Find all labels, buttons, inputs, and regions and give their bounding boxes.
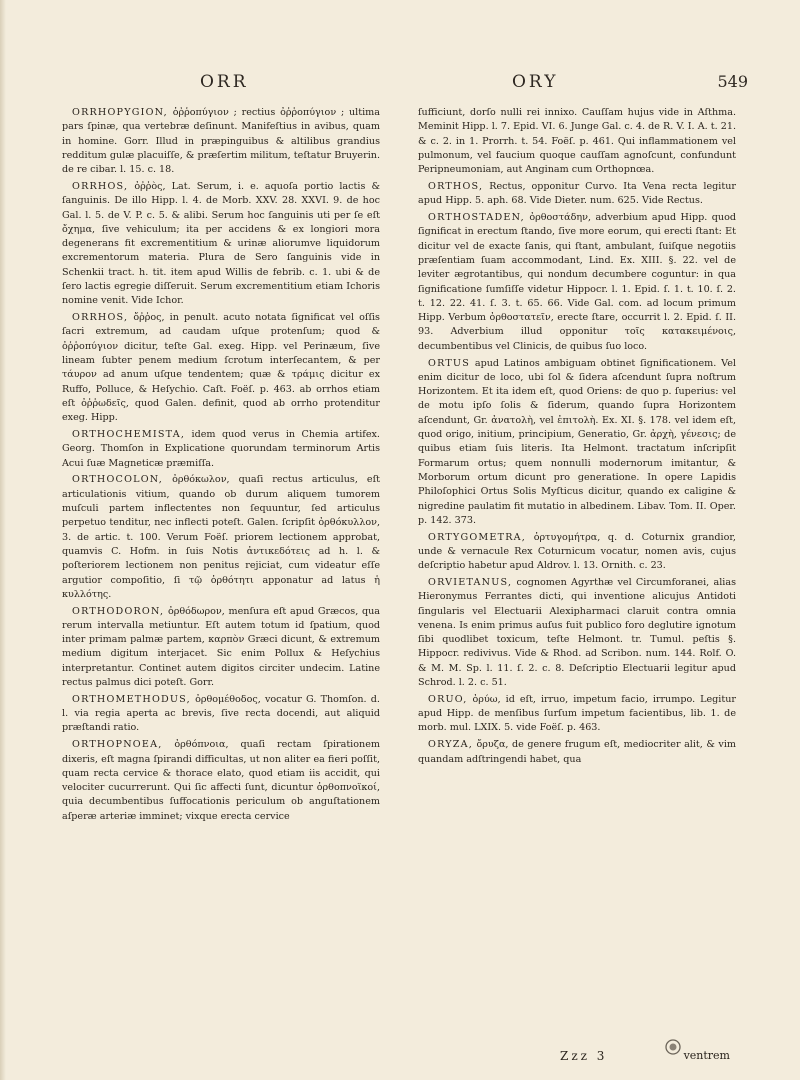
entry-headword: ORTHOMETHODUS,	[72, 693, 191, 705]
entry-headword: ORTHOS,	[428, 180, 484, 192]
entry	[62, 428, 380, 471]
entry-text: ὀρθοστάδην, adverbium apud Hipp. quod ſignificat in erectum ſtando, ſive more eorum, qui erecti ſtant: Et dicitur vel de exacte ſanis, qui ſtant, ambulant, ſuiſque negotiis præſentiam ſuam accommodant, Lind. Ex. XIII. §. 22. vel de leviter ægrotantibus, qui nondum decumbere coguntur: in qua ſignificatione ſumſiſſe videtur Hippocr. l. 1. Epid. ſ. 1. t. 10. ſ. 2. t. 12. 22. 41. ſ. 3. t. 65. 66. Vide Gal. com. ad locum primum Hipp. Verbum ὀρθοστατεῖν, erecte ſtare, occurrit l. 2. Epid. ſ. II. 93. Adverbium illud opponitur τοῖς κατακειμένοις, decumbentibus vel Clinicis, de quibus ſuo loco.	[418, 212, 736, 352]
entry-headword: ORYZA,	[428, 739, 473, 751]
entry	[62, 473, 380, 602]
entry-text: ὀῤῥὸς, Lat. Serum, i. e. aquoſa portio lactis & ſanguinis. De illo Hipp. l. 4. de Morb. XXV. 28. XXVI. 9. de hoc Gal. l. 5. de V. P. c. 5. & alibi. Serum hoc ſanguinis uti per ſe eſt ὄχημα, ſive vehiculum; ita per accidens & ex longiori mora degenerans fit excrementitium & urinæ aliorumve liquidorum excrementorum materia. Plura de Sero ſanguinis vide in Schenkii tract. h. tit. item apud Willis de febrib. c. 1. ubi & de ſero lactis egregie diſſeruit. Serum excrementitium etiam Ichoris nomine venit. Vide Ichor.	[62, 180, 380, 307]
entry-text: ſufficiunt, dorſo nulli rei innixo. Cauſſam hujus vide in Aſthma. Meminit Hipp. l. 7. Epid. VI. 6. Junge Gal. c. 4. de R. V. I. A. t. 21. & c. 2. in 1. Prorrh. t. 54. Foëſ. p. 461. Qui inflammationem vel pulmonum, vel faucium quoque cauſſam agnoſcunt, confundunt Peripneumoniam, aut Anginam cum Orthopnœa.	[418, 107, 736, 176]
entry-text: ὀρθόπνοια, quaſi rectam ſpirationem dixeris, eſt magna ſpirandi difficultas, ut non aliter ea fieri poſſit, quam recta cervice & thorace elato, quod etiam iis accidit, qui velociter cucurrerunt. Qui ſic affecti ſunt, dicuntur ὀρθοπνοϊκοί, quia decumbentibus ſuffocationis periculum ob anguſtationem aſperæ arteriæ imminet; vixque erecta cervice	[62, 739, 380, 822]
left-column	[62, 106, 380, 827]
entry	[62, 106, 380, 177]
entry-text: apud Latinos ambiguam obtinet ſignificationem. Vel enim dicitur de loco, ubi ſol & ſidera aſcendunt ſupra noſtrum Horizontem. Et ita idem eſt, quod Oriens: de quo p. ſuperius: vel de motu ipſo ſolis & ſiderum, quando ſupra Horizontem aſcendunt, Gr. ἀνατολὴ, vel ἐπιτολὴ. Ex. XI. §. 178. vel idem eſt, quod origo, initium, principium, Generatio, Gr. ἀρχὴ, γένεσις; de quibus etiam ſuis literis. Ita Helmont. tractatum inſcripſit Formarum ortus; quem nonnulli modernorum imitantur, & Morborum ortum dicunt pro generatione. In opere Lapidis Philoſophici Ortus Solis Myſticus dicitur, quando ex caligine & nigredine paulatim fit mutatio in albedinem. Libav. Tom. II. Oper. p. 142. 373.	[418, 357, 736, 526]
entry-text: ὀρθόκωλον, quaſi rectus articulus, eſt articulationis vitium, quando ob durum aliquem tumorem muſculi partem inflectentes non ſequuntur, ſed articulus perpetuo tenditur, nec inflecti poteſt. Galen. ſcripſit ὀρθόκυλλον, 3. de artic. t. 100. Verum Foëſ. priorem lectionem approbat, quamvis C. Hofm. in ſuis Notis ἀντικεδότεις ad h. l. & poſteriorem lectionem non penitus rejiciat, cum videatur eſſe argutior compoſitio, ſi τῷ ὀρθότητι apponatur ad latus ἡ κυλλότης.	[62, 474, 380, 600]
entry-text: cognomen Agyrthæ vel Circumforanei, alias Hieronymus Ferrantes dicti, qui inventione alicujus Antidoti ſingularis vel Electuarii Alexipharmaci claruit contra omnia venena. Is enim primus auſus fuit publico foro deglutire ignotum ſibi quodlibet toxicum, teſte Helmont. tr. Tumul. peſtis §. Hippocr. redivivus. Vide & Rhod. ad Scribon. num. 144. Rolf. O. & M. M. Sp. l. 11. ſ. 2. c. 8. Deſcriptio Electuarii legitur apud Schrod. l. 2. c. 51.	[418, 577, 736, 689]
entry-text: Rectus, opponitur Curvo. Ita Vena recta legitur apud Hipp. 5. aph. 68. Vide Dieter. num. 625. Vide Rectus.	[418, 180, 736, 207]
library-stamp-icon	[664, 1038, 682, 1056]
entry-headword: ORTHOPNOEA,	[72, 739, 163, 751]
entry-headword: ORRHOS,	[72, 180, 129, 192]
entry	[418, 180, 736, 209]
entry	[62, 738, 380, 824]
entry-headword: ORTHOCHEMISTA,	[72, 429, 186, 441]
entry-headword: ORUO,	[428, 693, 468, 705]
entry-headword: ORTHOSTADEN,	[428, 212, 525, 224]
entry-headword: ORTUS	[428, 357, 470, 369]
entry	[62, 311, 380, 425]
entry-headword: ORVIETANUS,	[428, 577, 513, 588]
running-head	[0, 72, 800, 96]
entry-text: ὄρυζα, de genere frugum eſt, mediocriter alit, & vim quandam adſtringendi habet, qua	[418, 739, 736, 765]
entry	[62, 605, 380, 691]
entry	[62, 693, 380, 736]
entry-text: ὀρθόδωρον, menſura eſt apud Græcos, qua rerum intervalla metiuntur. Eſt autem totum id ſpatium, quod inter primam palmæ partem, καρπὸν Græci dicunt, & extremum medium digitum interjacet. Sic enim Pollux & Heſychius interpretantur. Continet autem digitos circiter undecim. Latine rectus palmus dici poteſt. Gorr.	[62, 605, 380, 689]
entry-text: idem quod verus in Chemia artifex. Georg. Thomſon in Explicatione quorundam terminorum Artis Acui ſuæ Magneticæ præmiſſa.	[62, 429, 380, 469]
page-gutter-shadow	[0, 0, 6, 1080]
entry-headword: ORTHODORON,	[72, 605, 165, 617]
entry	[418, 576, 736, 690]
entry-headword: ORTYGOMETRA,	[428, 531, 527, 543]
entry-text: ὄῤῥος, in penult. acuto notata ſignificat vel oſſis ſacri extremum, ad caudam uſque protenſum; quod & ὀῤῥοπύγιον dicitur, teſte Gal. exeg. Hipp. vel Perinæum, ſive lineam ſubter penem medium ſcrotum interſecantem, & per τάυρον ad anum uſque tendentem; quæ & τράμις dicitur ex Ruffo, Polluce, & Heſychio. Caſt. Foëſ. p. 463. ab orrhos etiam eſt ὀῤῥωδεῖς, quod Galen. definit, quod ab orrho protenditur exeg. Hipp.	[62, 312, 380, 424]
right-column	[418, 106, 736, 769]
entry-text: ὀρθομέθοδος, vocatur G. Thomſon. d. l. via regia aperta ac brevis, ſive recta docendi, aut aliquid præſtandi ratio.	[62, 693, 380, 734]
catchword: ventrem	[683, 1049, 730, 1062]
entry-headword: ORRHOPYGION,	[72, 107, 168, 118]
entry-text: ὀρτυγομήτρα, q. d. Coturnix grandior, unde & vernacule Rex Coturnicum vocatur, nomen avis, cujus deſcriptio habetur apud Aldrov. l. 13. Ornith. c. 23.	[418, 531, 736, 572]
entry	[418, 211, 736, 354]
signature-mark: Zzz 3	[560, 1049, 608, 1063]
entry-text: ὀρύω, id eſt, irruo, impetum facio, irrumpo. Legitur apud Hipp. de menſibus ſurſum impetum facientibus, lib. 1. de morb. mul. LXIX. 5. vide Foëſ. p. 463.	[418, 693, 736, 734]
entry-text: ὀῤῥοπύγιον ; rectius ὀῤῥοπύγιον ; ultima pars ſpinæ, qua vertebræ deſinunt. Manifeſtius in avibus, quam in homine. Gorr. Illud in præpinguibus & altilibus grandius redditum gulæ placuiſſe, & præſertim militum, teſtatur Bruyerin. de re cibar. l. 15. c. 18.	[62, 107, 380, 176]
entry	[62, 180, 380, 309]
running-head-left: ORR	[200, 72, 249, 92]
page-number: 549	[717, 72, 748, 91]
entry-headword: ORRHOS,	[72, 312, 129, 324]
entry	[418, 738, 736, 767]
entry-headword: ORTHOCOLON,	[72, 474, 164, 486]
entry-continuation	[418, 106, 736, 177]
entry	[418, 693, 736, 736]
running-head-right: ORY	[512, 72, 559, 92]
entry	[418, 531, 736, 574]
entry	[418, 357, 736, 529]
